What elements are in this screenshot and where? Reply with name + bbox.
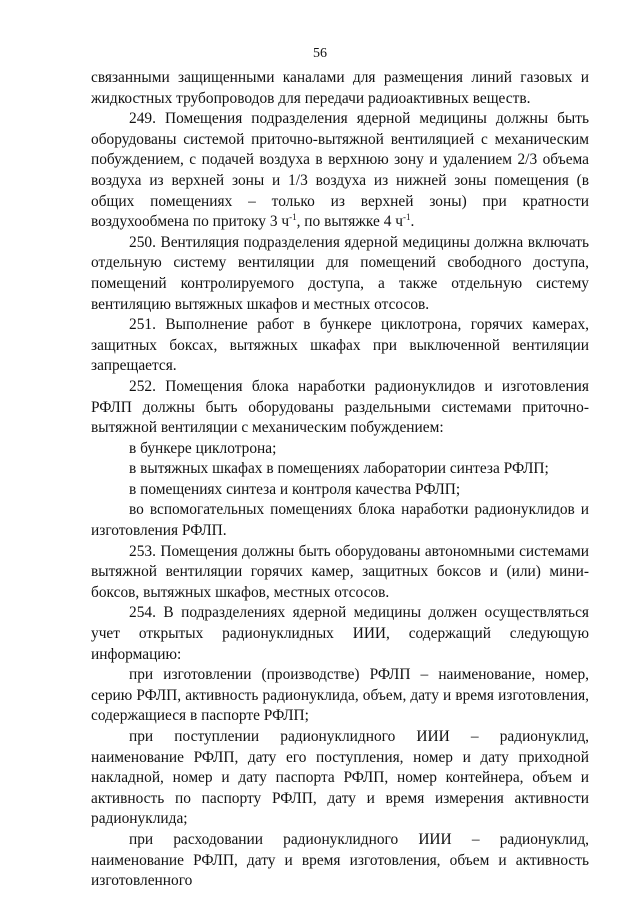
list-item: в помещениях синтеза и контроля качества РФЛП;	[129, 480, 461, 498]
paragraph-250: 250. Вентиляция подразделения ядерной медицины должна включать отдельную систему вентиляции для помещений свободного доступа, помещений контролируемого доступа, а также отдельную систему вентиляцию вытяжных шкафов и местных отсосов.	[91, 233, 589, 313]
paragraph-252: 252. Помещения блока наработки радионуклидов и изготовления РФЛП должны быть оборудованы раздельными системами приточно-вытяжной вентиляции с механическим побуждением:	[91, 377, 589, 437]
document-body	[91, 68, 589, 892]
paragraph-249-end: .	[410, 213, 415, 231]
unit-exponent: -1	[289, 212, 297, 223]
list-item: в вытяжных шкафах в помещениях лаборатории синтеза РФЛП;	[129, 460, 549, 478]
page-number: 56	[313, 46, 327, 61]
paragraph-251: 251. Выполнение работ в бункере циклотрона, горячих камерах, защитных боксах, вытяжных шкафах при выключенной вентиляции запрещается.	[91, 316, 589, 375]
paragraph-254: 254. В подразделениях ядерной медицины должен осуществляться учет открытых радионуклидных ИИИ, содержащий следующую информацию:	[91, 604, 589, 663]
paragraph-249-mid: , по вытяжке 4 ч	[296, 213, 403, 231]
unit-exponent: -1	[402, 212, 411, 223]
paragraph-continuation: связанными защищенными каналами для размещения линий газовых и жидкостных трубопроводов для передачи радиоактивных веществ.	[91, 69, 589, 107]
paragraph-249-text: 249. Помещения подразделения ядерной медицины должны быть оборудованы системой приточно-вытяжной вентиляцией с механическим побуждением, с подачей воздуха в верхнюю зону и удалением 2/3 объема воздуха из верхней зоны и 1/3 воздуха из нижней зоны помещения (в общих помещениях – только из верхней зоны) при кратности воздухообмена по притоку 3 ч	[91, 110, 589, 231]
list-item: при поступлении радионуклидного ИИИ – радионуклид, наименование РФЛП, дату его поступления, номер и дату приходной накладной, номер и дату паспорта РФЛП, номер контейнера, объем и активность по паспорту РФЛП, дату и время измерения активности радионуклида;	[91, 728, 589, 828]
list-item: во вспомогательных помещениях блока наработки радионуклидов и изготовления РФЛП.	[91, 501, 589, 540]
list-item: при расходовании радионуклидного ИИИ – радионуклид, наименование РФЛП, дату и время изготовления, объем и активность изготовленного	[91, 830, 589, 890]
paragraph-253: 253. Помещения должны быть оборудованы автономными системами вытяжной вентиляции горячих камер, защитных боксов и (или) мини-боксов, вытяжных шкафов, местных отсосов.	[91, 542, 589, 601]
list-item: при изготовлении (производстве) РФЛП – наименование, номер, серию РФЛП, активность радионуклида, объем, дату и время изготовления, содержащиеся в паспорте РФЛП;	[91, 666, 589, 725]
paragraph-249	[91, 109, 589, 233]
list-item: в бункере циклотрона;	[129, 439, 277, 457]
